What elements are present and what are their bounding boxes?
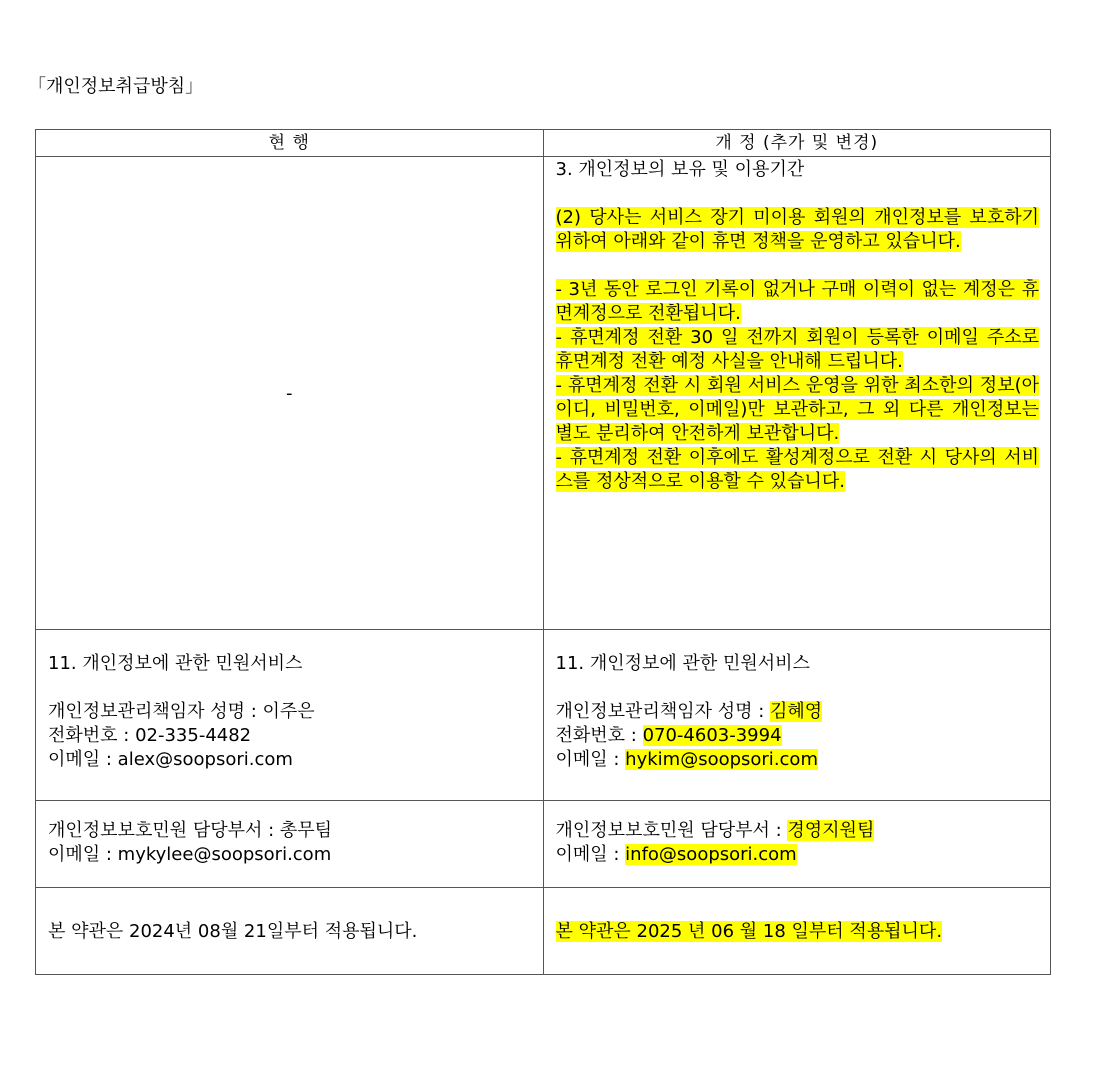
retention-bullet-2: - 휴면계정 전환 30 일 전까지 회원이 등록한 이메일 주소로 휴면계정 전환 예정 사실을 안내해 드립니다.: [555, 327, 1039, 372]
department-current-cell: [36, 801, 544, 888]
effective-revised-cell: [543, 888, 1051, 975]
retention-current-text: -: [286, 382, 293, 404]
retention-bullet-3: - 휴면계정 전환 시 회원 서비스 운영을 위한 최소한의 정보(아이디, 비밀번호, 이메일)만 보관하고, 그 외 다른 개인정보는 별도 분리하여 안전하게 보관합니다.: [555, 375, 1039, 444]
contact-current-phone: 전화번호 : 02-335-4482: [48, 725, 252, 746]
contact-current-cell: [36, 630, 544, 801]
department-current-email: 이메일 : mykylee@soopsori.com: [48, 844, 332, 865]
contact-revised-cell: [543, 630, 1051, 801]
retention-bullet-4: - 휴면계정 전환 이후에도 활성계정으로 전환 시 당사의 서비스를 정상적으로 이용할 수 있습니다.: [555, 447, 1039, 492]
department-current-dept: 개인정보보호민원 담당부서 : 총무팀: [48, 820, 333, 841]
retention-paragraph-intro: (2) 당사는 서비스 장기 미이용 회원의 개인정보를 보호하기 위하여 아래와 같이 휴면 정책을 운영하고 있습니다.: [555, 207, 1039, 252]
effective-date-row: [36, 888, 1051, 975]
contact-revised-email: 이메일 : hykim@soopsori.com: [555, 749, 818, 770]
header-current: 현 행: [36, 130, 544, 157]
retention-current-cell: [36, 157, 544, 630]
retention-heading: 3. 개인정보의 보유 및 이용기간: [555, 159, 805, 180]
comparison-table: [35, 129, 1051, 975]
department-row: [36, 801, 1051, 888]
contact-revised-officer: 개인정보관리책임자 성명 : 김혜영: [555, 701, 823, 722]
department-revised-email: 이메일 : info@soopsori.com: [555, 844, 797, 865]
contact-revised-heading: 11. 개인정보에 관한 민원서비스: [555, 653, 810, 674]
table-header-row: [36, 130, 1051, 157]
department-revised-cell: [543, 801, 1051, 888]
effective-revised-text: 본 약관은 2025 년 06 월 18 일부터 적용됩니다.: [555, 921, 943, 942]
contact-current-heading: 11. 개인정보에 관한 민원서비스: [48, 653, 303, 674]
effective-current-cell: [36, 888, 544, 975]
contact-row: [36, 630, 1051, 801]
retention-revised-cell: [543, 157, 1051, 630]
document-title: 「개인정보취급방침」: [28, 76, 204, 97]
contact-revised-phone: 전화번호 : 070-4603-3994: [555, 725, 782, 746]
contact-current-email: 이메일 : alex@soopsori.com: [48, 749, 293, 770]
retention-bullet-1: - 3년 동안 로그인 기록이 없거나 구매 이력이 없는 계정은 휴면계정으로 전환됩니다.: [555, 279, 1039, 324]
header-revised: 개 정 (추가 및 변경): [543, 130, 1051, 157]
department-revised-dept: 개인정보보호민원 담당부서 : 경영지원팀: [555, 820, 875, 841]
contact-current-officer: 개인정보관리책임자 성명 : 이주은: [48, 701, 315, 722]
retention-row: [36, 157, 1051, 630]
effective-current-text: 본 약관은 2024년 08월 21일부터 적용됩니다.: [48, 921, 418, 942]
